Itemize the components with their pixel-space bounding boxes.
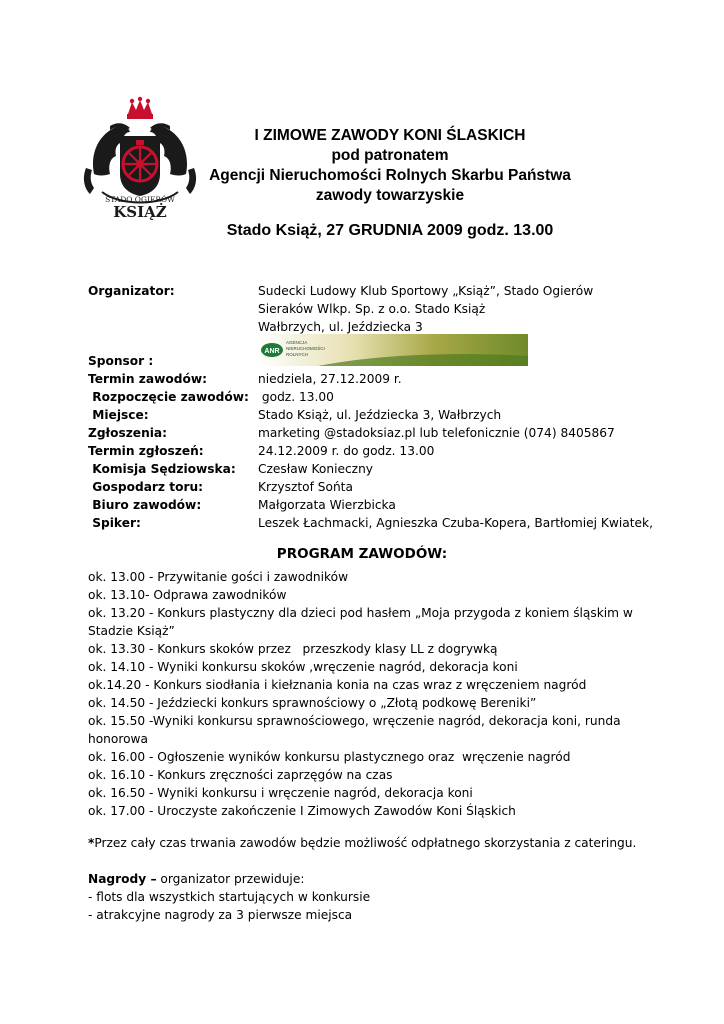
program-item: ok. 14.50 - Jeździecki konkurs sprawnościowy o „Złotą podkowę Bereniki”: [88, 696, 537, 710]
prizes-section: [88, 870, 370, 924]
jury-label: Komisja Sędziowska:: [88, 462, 236, 476]
anr-sponsor-logo: [258, 334, 528, 366]
catering-note: [88, 834, 636, 852]
stado-ksiaz-logo: [80, 96, 200, 236]
event-date-line: Stado Książ, 27 GRUDNIA 2009 godz. 13.00: [226, 222, 554, 239]
place-label: Miejsce:: [88, 408, 149, 422]
header-patronage: pod patronatem: [331, 147, 449, 164]
start-label: Rozpoczęcie zawodów:: [88, 390, 249, 404]
program-item: honorowa: [88, 732, 148, 746]
logo-emblem-icon: [80, 96, 200, 236]
anr-abbr: ANR: [264, 348, 280, 355]
prizes-heading: [88, 870, 370, 888]
program-title: PROGRAM ZAWODÓW:: [276, 546, 448, 562]
entries-deadline-label: Termin zgłoszeń:: [88, 444, 204, 458]
term-value: niedziela, 27.12.2009 r.: [258, 372, 402, 386]
program-item: ok. 13.10- Odprawa zawodników: [88, 588, 287, 602]
logo-line2: KSIĄŻ: [113, 203, 167, 221]
program-item: ok. 14.10 - Wyniki konkursu skoków ,wręczenie nagród, dekoracja koni: [88, 660, 518, 674]
header-subtitle: zawody towarzyskie: [315, 187, 465, 204]
office-value: Małgorzata Wierzbicka: [258, 498, 396, 512]
program-item: ok.14.20 - Konkurs siodłania i kiełznania konia na czas wraz z wręczeniem nagród: [88, 678, 587, 692]
speaker-value: Leszek Łachmacki, Agnieszka Czuba-Kopera, Bartłomiej Kwiatek,: [258, 516, 653, 530]
program-item: ok. 16.10 - Konkurs zręczności zaprzęgów na czas: [88, 768, 393, 782]
program-item: Stadzie Książ”: [88, 624, 175, 638]
jury-value: Czesław Konieczny: [258, 462, 374, 476]
course-host-label: Gospodarz toru:: [88, 480, 204, 494]
term-label: Termin zawodów:: [88, 372, 207, 386]
organizer-line-2: Sieraków Wlkp. Sp. z o.o. Stado Książ: [258, 302, 486, 316]
wheel-icon: [120, 136, 160, 196]
organizer-label: Organizator:: [88, 284, 175, 298]
anr-text-1: AGENCJA: [286, 340, 308, 345]
catering-text: Przez cały czas trwania zawodów będzie możliwość odpłatnego skorzystania z cateringu.: [94, 836, 637, 850]
header-agency: Agencji Nieruchomości Rolnych Skarbu Państwa: [209, 167, 571, 184]
program-item: ok. 15.50 -Wyniki konkursu sprawnościowego, wręczenie nagród, dekoracja koni, runda: [88, 714, 621, 728]
program-item: ok. 13.30 - Konkurs skoków przez przeszkody klasy LL z dogrywką: [88, 642, 498, 656]
speaker-label: Spiker:: [88, 516, 141, 530]
program-item: ok. 13.20 - Konkurs plastyczny dla dzieci pod hasłem „Moja przygoda z koniem śląskim w: [88, 606, 633, 620]
logo-line1: STADO OGIERÓW: [105, 195, 175, 204]
catering-star: *: [88, 836, 95, 850]
prize-item: - flots dla wszystkich startujących w konkursie: [88, 890, 371, 904]
organizer-line-1: Sudecki Ludowy Klub Sportowy „Książ”, Stado Ogierów: [258, 284, 594, 298]
prizes-label: Nagrody –: [88, 872, 157, 886]
entries-deadline-value: 24.12.2009 r. do godz. 13.00: [258, 444, 435, 458]
organizer-line-3: Wałbrzych, ul. Jeździecka 3: [258, 320, 423, 334]
entries-value: marketing @stadoksiaz.pl lub telefonicznie (074) 8405867: [258, 426, 615, 440]
place-value: Stado Książ, ul. Jeździecka 3, Wałbrzych: [258, 408, 502, 422]
entries-label: Zgłoszenia:: [88, 426, 168, 440]
prizes-intro: organizator przewiduje:: [156, 872, 305, 886]
office-label: Biuro zawodów:: [88, 498, 202, 512]
course-host-value: Krzysztof Sońta: [258, 480, 353, 494]
anr-banner-icon: [258, 334, 528, 366]
prize-item: - atrakcyjne nagrody za 3 pierwsze miejsca: [88, 908, 353, 922]
anr-text-3: ROLNYCH: [286, 352, 309, 357]
program-item: ok. 16.00 - Ogłoszenie wyników konkursu plastycznego oraz wręczenie nagród: [88, 750, 571, 764]
start-value: godz. 13.00: [258, 390, 334, 404]
anr-text-2: NIERUCHOMOŚCI: [286, 346, 325, 351]
program-list: [88, 568, 636, 820]
sponsor-label: Sponsor :: [88, 354, 154, 368]
program-item: ok. 17.00 - Uroczyste zakończenie I Zimowych Zawodów Koni Śląskich: [88, 804, 516, 818]
program-item: ok. 13.00 - Przywitanie gości i zawodników: [88, 570, 349, 584]
program-item: ok. 16.50 - Wyniki konkursu i wręczenie nagród, dekoracja koni: [88, 786, 473, 800]
crown-icon: [127, 97, 153, 119]
header-title: I ZIMOWE ZAWODY KONI ŚLASKICH: [254, 127, 526, 144]
